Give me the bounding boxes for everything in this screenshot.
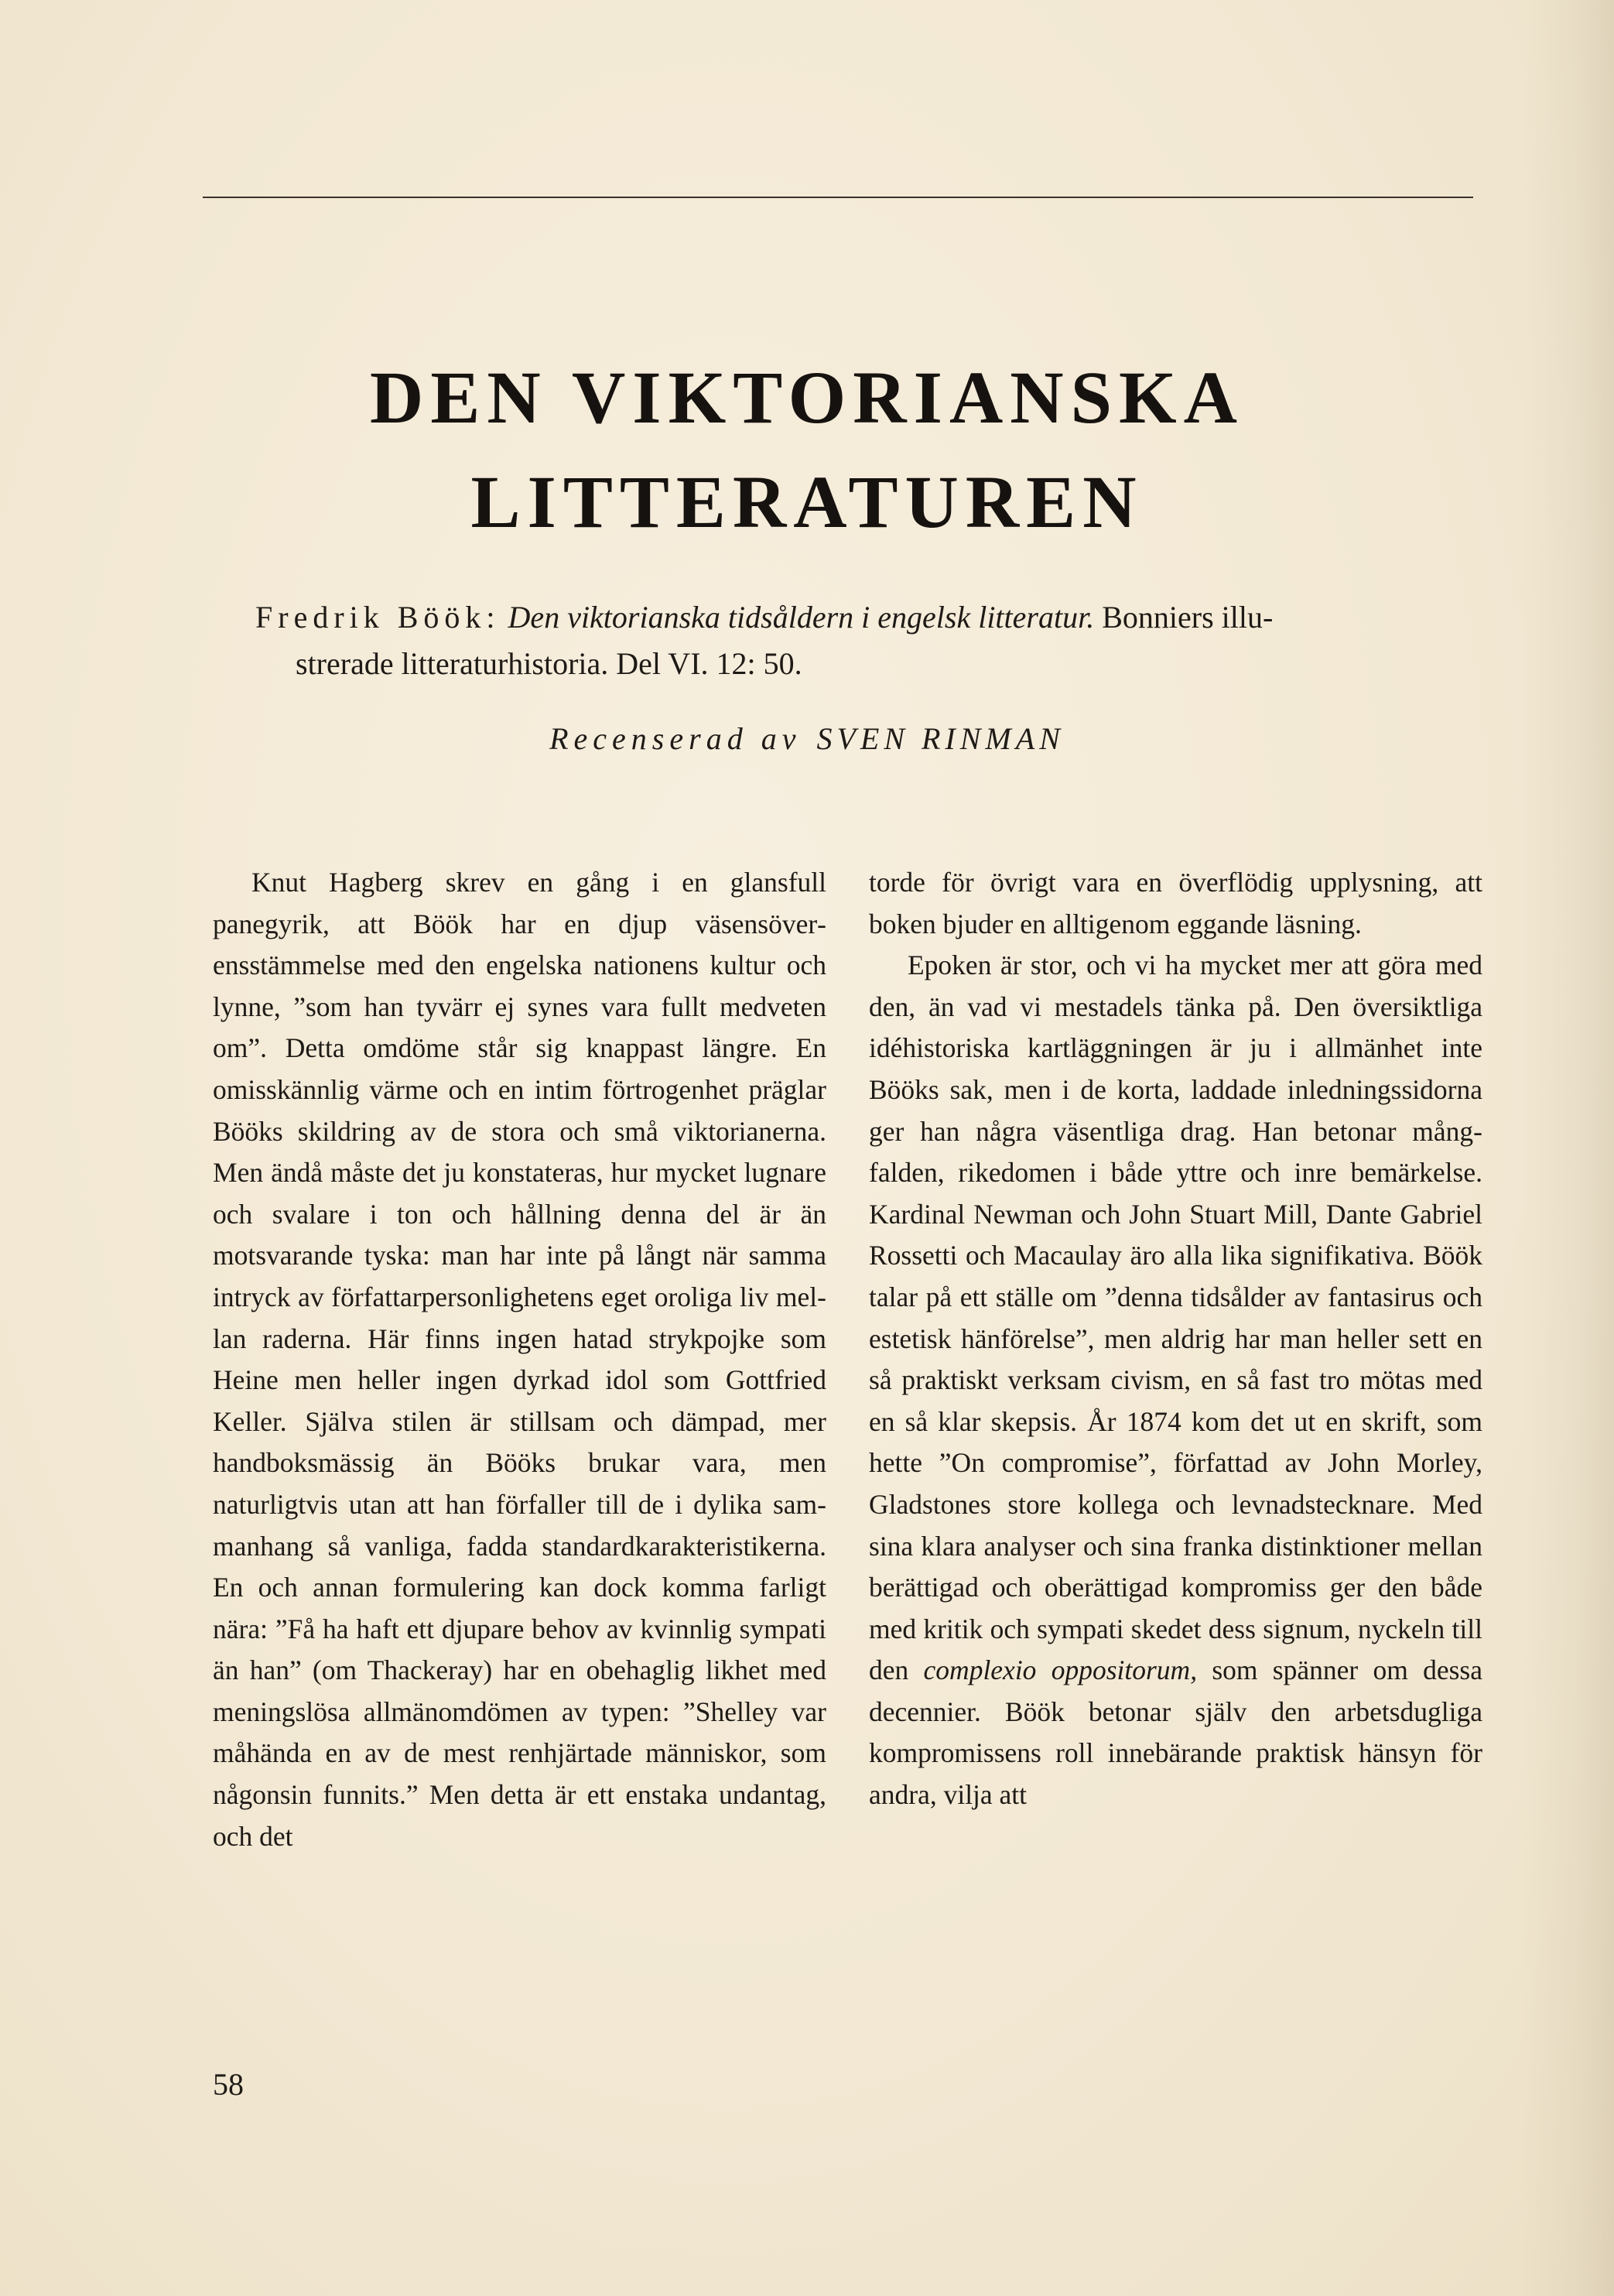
reviewer-name: SVEN RINMAN	[816, 721, 1065, 756]
book-author: Fredrik Böök:	[255, 600, 501, 635]
paragraph-right-text-a: Epoken är stor, och vi ha mycket mer att göra med den, än vad vi mestadels tänka på. Den översiktliga idéhistoriska kartläggningen är ju i allmänhet inte Bööks sak, men i de korta, laddade inledningssidorna ger han några väsentliga drag. Han betonar mångfalden, rikedomen i både yttre och inre bemärkelse. Kardinal Newman och John Stuart Mill, Dante Gabriel Rossetti och Macaulay äro alla lika signifikativa. Böök talar på ett ställe om ”denna tidsålder av fantasirus och estetisk hänförelse”, men aldrig har man heller sett en så praktiskt verksam civism, en så fast tro mötas med en så klar skepsis. År 1874 kom det ut en skrift, som hette ”On compromise”, författad av John Morley, Gladstones store kollega och levnadstecknare. Med sina klara analyser och sina franka distinktioner mellan berättigad och oberättigad kompromiss ger den både med kritik och sympati skedet dess signum, nyckeln till den	[869, 950, 1482, 1686]
paragraph-left: Knut Hagberg skrev en gång i en glansfull panegyrik, att Böök har en djup väsensöverensstämmelse med den engelska nationens kultur och lynne, ”som han tyvärr ej synes vara fullt medveten om”. Detta omdöme står sig knappast längre. En omisskännlig värme och en intim förtrogenhet präglar Bööks skildring av de stora och små viktorianerna. Men ändå måste det ju konstateras, hur mycket lugnare och svalare i ton och hållning denna del är än motsvarande tyska: man har inte på långt när samma intryck av författarpersonlighetens eget oroliga liv mellan raderna. Här finns ingen hatad strykpojke som Heine men heller ingen dyrkad idol som Gottfried Keller. Själva stilen är stillsam och dämpad, mer handboksmässig än Bööks brukar vara, men naturligtvis utan att han förfaller till de i dylika sammanhang så vanliga, fadda standardkarakteristikerna. En och annan formulering kan dock komma farligt nära: ”Få ha haft ett djupare behov av kvinnlig sympati än han” (om Thackeray) har en obehaglig likhet med meningslösa allmänomdömen av typen: ”Shelley var måhända en av de mest renhjärtade människor, som någonsin funnits.” Men detta är ett enstaka undantag, och det	[213, 867, 826, 1852]
series-details: strerade litteraturhistoria. Del VI. 12: 50.	[296, 646, 802, 681]
page-number: 58	[213, 2067, 244, 2102]
article-title-line-2: LITTERATUREN	[470, 460, 1144, 543]
publisher-text: Bonniers illu-	[1102, 600, 1274, 635]
reviewed-by-label: Recenserad av	[549, 721, 802, 756]
reviewer-byline	[0, 721, 1614, 756]
body-column-left	[213, 862, 826, 1857]
header-rule	[203, 197, 1473, 198]
book-title: Den viktorianska tidsåldern i engelsk litteratur.	[508, 600, 1095, 635]
body-column-right	[869, 862, 1482, 1816]
bibliographic-reference	[255, 594, 1493, 687]
page-edge-shadow	[1521, 0, 1614, 2296]
paragraph-right-text-b: som spänner om dessa decennier. Böök betonar själv den arbetsdugliga kompromissens roll innebärande praktisk hänsyn för andra, vilja att	[869, 1654, 1483, 1811]
article-title-line-1: DEN VIKTORIANSKA	[369, 356, 1244, 439]
paragraph-right-continuation: torde för övrigt vara en överflödig upplysning, att boken bjuder en alltigenom eggande läsning.	[869, 867, 1482, 939]
paragraph-right-epoken	[869, 945, 1482, 1815]
italic-phrase: complexio oppositorum,	[923, 1654, 1198, 1686]
